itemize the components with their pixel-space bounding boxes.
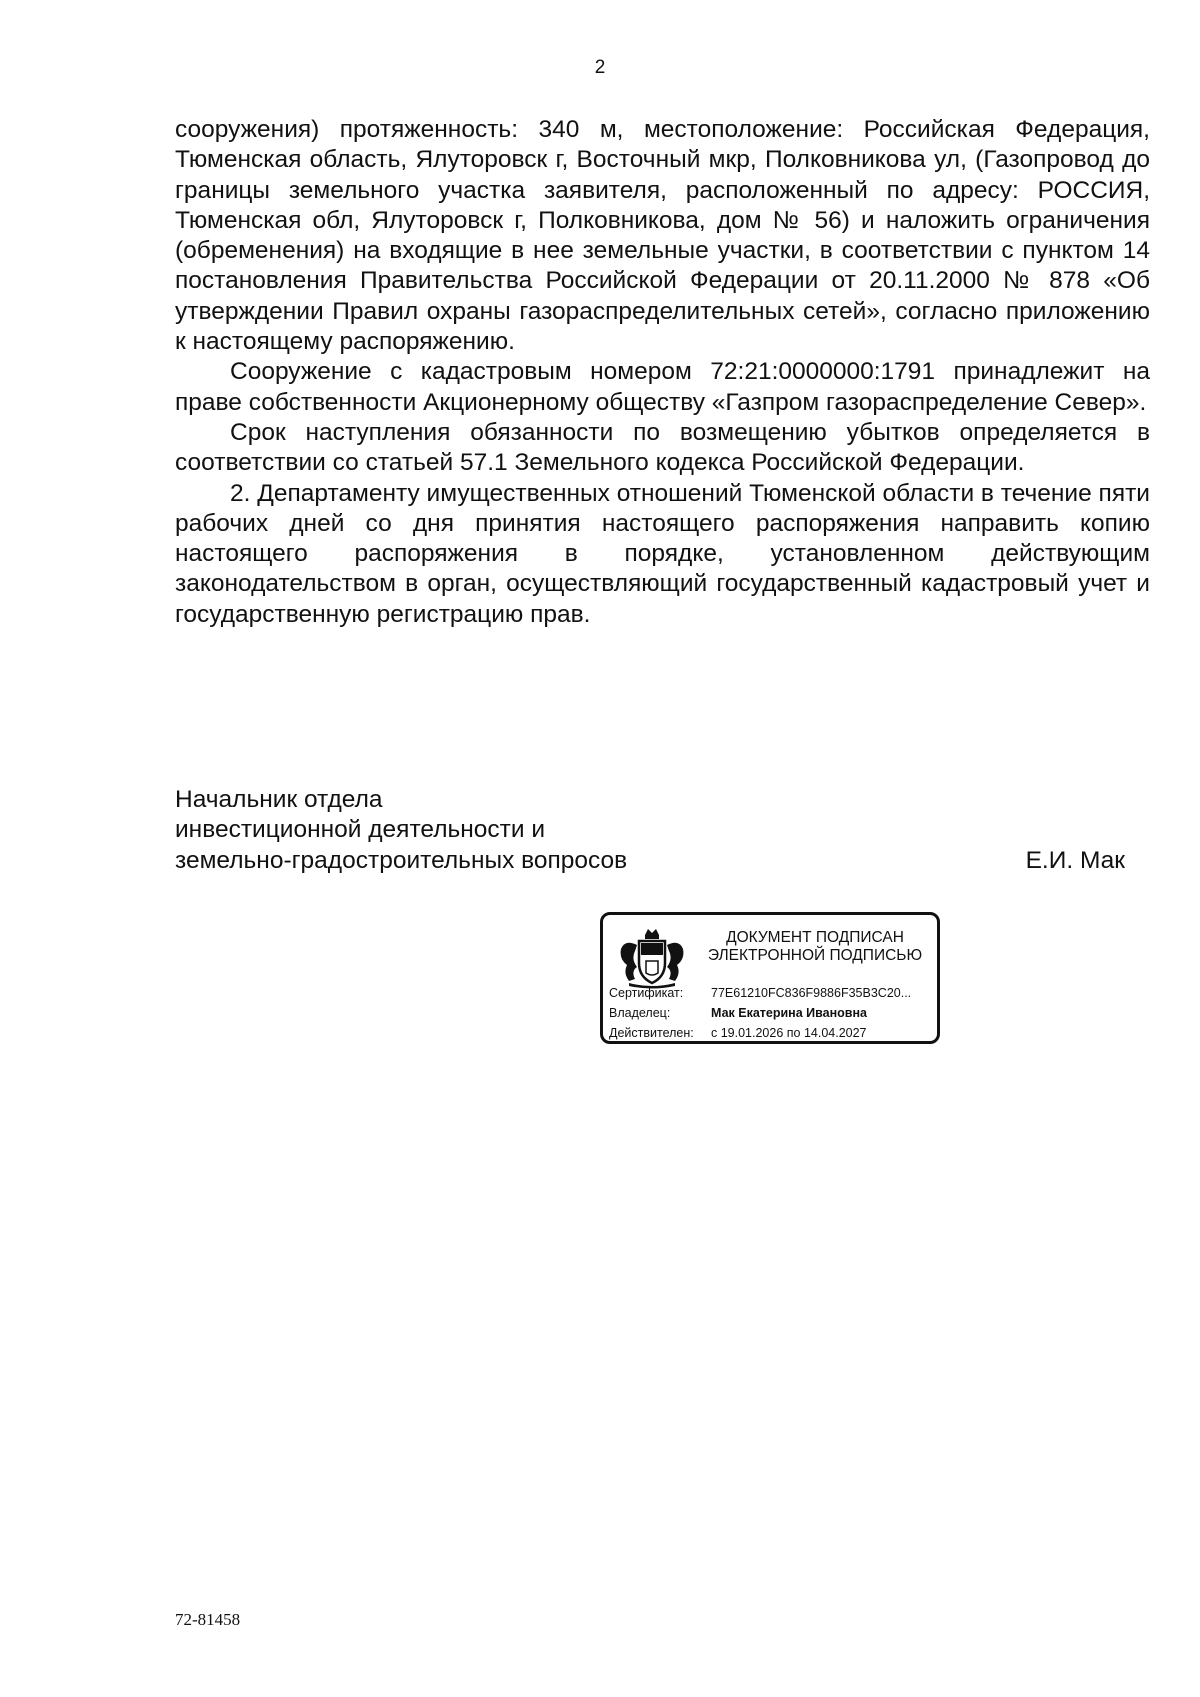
paragraph-4: 2. Департаменту имущественных отношений Тюменской области в течение пяти рабочих дней со дня принятия настоящего распоряжения направить копию настоящего распоряжения в порядке, установленном действующим законодательством в орган, осуществляющий государственный кадастровый учет и государственную регистрацию прав. bbox=[175, 479, 1150, 628]
page-number: 2 bbox=[594, 57, 606, 78]
stamp-title bbox=[695, 929, 935, 965]
stamp-title-line-2: ЭЛЕКТРОННОЙ ПОДПИСЬЮ bbox=[707, 947, 923, 964]
document-number: 72-81458 bbox=[175, 1610, 241, 1629]
paragraph-1: сооружения) протяженность: 340 м, местоположение: Российская Федерация, Тюменская область, Ялуторовск г, Восточный мкр, Полковникова ул, (Газопровод до границы земельного участка заявителя, расположенный по адресу: РОССИЯ, Тюменская обл, Ялуторовск г, Полковникова, дом № 56) и наложить ограничения (обременения) на входящие в нее земельные участки, в соответствии с пунктом 14 постановления Правительства Российской Федерации от 20.11.2000 № 878 «Об утверждении Правил охраны газораспределительных сетей», согласно приложению к настоящему распоряжению. bbox=[175, 116, 1150, 356]
stamp-row-validity bbox=[609, 1023, 939, 1043]
signer-position-line-1: Начальник отдела bbox=[175, 786, 383, 813]
signer-position-line-3: земельно-градостроительных вопросов bbox=[175, 846, 628, 874]
electronic-signature-stamp bbox=[600, 912, 940, 1044]
coat-of-arms-icon bbox=[615, 925, 689, 989]
owner-label: Владелец: bbox=[609, 1006, 671, 1020]
certificate-value: 77E61210FC836F9886F35B3C20... bbox=[711, 986, 912, 1000]
signer-name: Е.И. Мак bbox=[1025, 846, 1125, 874]
signature-block bbox=[175, 785, 1125, 876]
stamp-details bbox=[609, 983, 939, 1043]
validity-label: Действителен: bbox=[609, 1026, 694, 1040]
signer-position-line-2: инвестиционной деятельности и bbox=[175, 816, 546, 844]
stamp-row-owner bbox=[609, 1003, 939, 1023]
validity-value: с 19.01.2026 по 14.04.2027 bbox=[711, 1026, 867, 1040]
owner-value: Мак Екатерина Ивановна bbox=[711, 1006, 867, 1020]
certificate-label: Сертификат: bbox=[609, 986, 684, 1000]
stamp-title-line-1: ДОКУМЕНТ ПОДПИСАН bbox=[726, 929, 904, 946]
document-body bbox=[175, 115, 1150, 630]
paragraph-2: Сооружение с кадастровым номером 72:21:0000000:1791 принадлежит на праве собственности Акционерному обществу «Газпром газораспределение Север». bbox=[175, 358, 1150, 416]
paragraph-3: Срок наступления обязанности по возмещению убытков определяется в соответствии со статьей 57.1 Земельного кодекса Российской Федерации. bbox=[175, 418, 1150, 477]
stamp-row-certificate bbox=[609, 983, 939, 1003]
